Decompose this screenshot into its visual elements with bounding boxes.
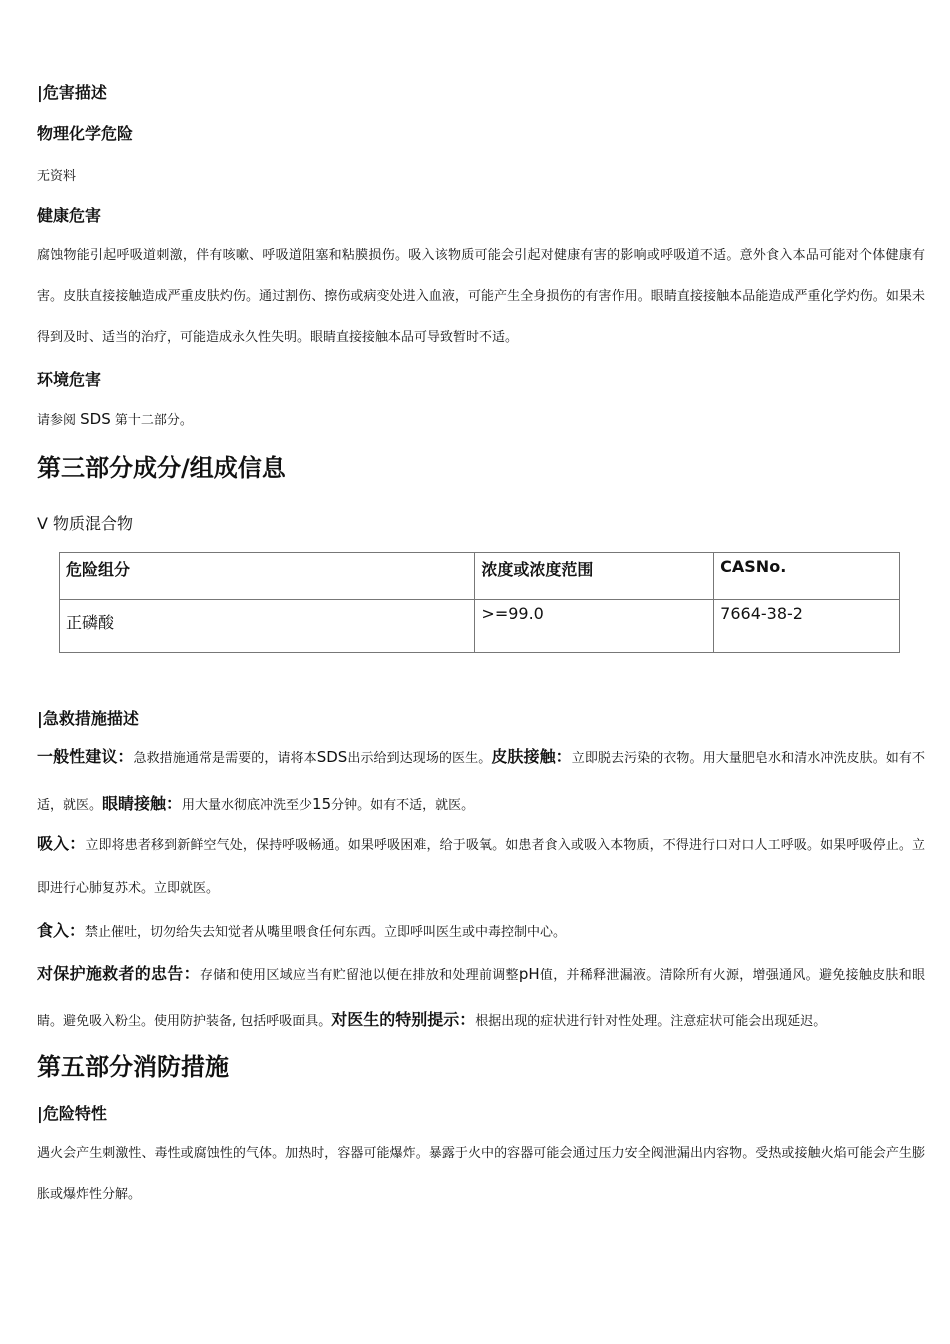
ingestion-paragraph bbox=[37, 910, 925, 953]
physchem-hazard-text: 无资料 bbox=[37, 169, 77, 184]
general-advice-text-a: 急救措施通常是需要的，请将本 bbox=[133, 751, 317, 766]
ingestion-text: 禁止催吐，切勿给失去知觉者从嘴里喂食任何东西。立即呼叫医生或中毒控制中心。 bbox=[85, 925, 567, 940]
eye-contact-label: 眼睛接触： bbox=[102, 794, 183, 813]
inhalation-paragraph bbox=[37, 822, 925, 910]
fire-hazard-heading: |危险特性 bbox=[37, 1104, 107, 1123]
first-aid-heading: |急救措施描述 bbox=[37, 709, 139, 728]
table-cell: 7664-38-2 bbox=[714, 600, 900, 653]
eye-contact-text-a: 用大量水彻底冲洗至少 bbox=[182, 798, 313, 813]
eye-contact-num: 15 bbox=[312, 795, 332, 813]
rescuer-advice-text-a: 存储和使用区域应当有贮留池以便在排放和处理前调整 bbox=[199, 968, 519, 983]
table-row bbox=[60, 600, 900, 653]
table-header-row bbox=[60, 553, 900, 600]
rescuer-paragraph bbox=[37, 952, 925, 1044]
table-cell: >=99.0 bbox=[475, 600, 714, 653]
inhalation-text: 立即将患者移到新鲜空气处，保持呼吸畅通。如果呼吸困难，给于吸氧。如患者食入或吸入本物质，不得进行口对口人工呼吸。如果呼吸停止。立即进行心肺复苏术。立即就医。 bbox=[37, 838, 925, 896]
fire-hazard-text: 遇火会产生刺激性、毒性或腐蚀性的气体。加热时，容器可能爆炸。暴露于火中的容器可能会通过压力安全阀泄漏出内容物。受热或接触火焰可能会产生膨胀或爆炸性分解。 bbox=[37, 1146, 925, 1202]
rescuer-advice-text-b: 值，并稀释泄漏液。清除所有火源，增强通风。避免接触皮肤和眼睛。避免吸入粉尘。使用防护装备, 包括呼吸面具。 bbox=[37, 968, 925, 1029]
health-hazard-text: 腐蚀物能引起呼吸道刺激，伴有咳嗽、呼吸道阻塞和粘膜损伤。吸入该物质可能会引起对健康有害的影响或呼吸道不适。意外食入本品可能对个体健康有害。皮肤直接接触造成严重皮肤灼伤。通过割伤、擦伤或病变处进入血液，可能产生全身损伤的有害作用。眼睛直接接触本品能造成严重化学灼伤。如果未得到及时、适当的治疗，可能造成永久性失明。眼睛直接接触本品可导致暂时不适。 bbox=[37, 248, 925, 345]
doctor-note-label: 对医生的特别提示： bbox=[331, 1010, 476, 1029]
section3-title: 第三部分成分/组成信息 bbox=[37, 454, 286, 482]
eye-contact-text-b: 分钟。如有不适，就医。 bbox=[331, 798, 475, 813]
doctor-note-text: 根据出现的症状进行针对性处理。注意症状可能会出现延迟。 bbox=[475, 1014, 827, 1029]
env-text-sds: SDS bbox=[80, 410, 111, 428]
mixture-line bbox=[37, 511, 133, 534]
physchem-hazard-title: 物理化学危险 bbox=[37, 124, 134, 143]
composition-table bbox=[59, 552, 900, 653]
skin-contact-text: 立即脱去污染的衣物。用大量肥皂水和清水冲洗皮肤。如有不适，就医。 bbox=[37, 751, 925, 813]
skin-contact-label: 皮肤接触： bbox=[491, 747, 572, 766]
table-cell: 正磷酸 bbox=[60, 600, 475, 653]
ingestion-label: 食入： bbox=[37, 921, 86, 940]
env-text-c: 第十二部分。 bbox=[114, 413, 193, 428]
inhalation-label: 吸入： bbox=[37, 834, 86, 853]
env-hazard-text bbox=[37, 409, 193, 428]
mixture-checkmark: V bbox=[37, 514, 48, 533]
table-header-cell: 浓度或浓度范围 bbox=[475, 553, 714, 600]
health-hazard-title: 健康危害 bbox=[37, 206, 102, 225]
general-advice-sds: SDS bbox=[316, 748, 348, 766]
section5-title: 第五部分消防措施 bbox=[37, 1053, 229, 1081]
first-aid-general-paragraph bbox=[37, 734, 925, 828]
mixture-label: 物质混合物 bbox=[53, 514, 134, 533]
table-header-cell: 危险组分 bbox=[60, 553, 475, 600]
table-header-cell: CASNo. bbox=[714, 553, 900, 600]
env-hazard-title: 环境危害 bbox=[37, 370, 102, 389]
rescuer-advice-label: 对保护施救者的忠告： bbox=[37, 964, 200, 983]
general-advice-label: 一般性建议： bbox=[37, 747, 134, 766]
env-text-a: 请参阅 bbox=[37, 413, 77, 428]
general-advice-text-b: 出示给到达现场的医生。 bbox=[347, 751, 492, 766]
rescuer-advice-ph: pH bbox=[518, 965, 540, 983]
hazard-description-heading: |危害描述 bbox=[37, 83, 107, 102]
